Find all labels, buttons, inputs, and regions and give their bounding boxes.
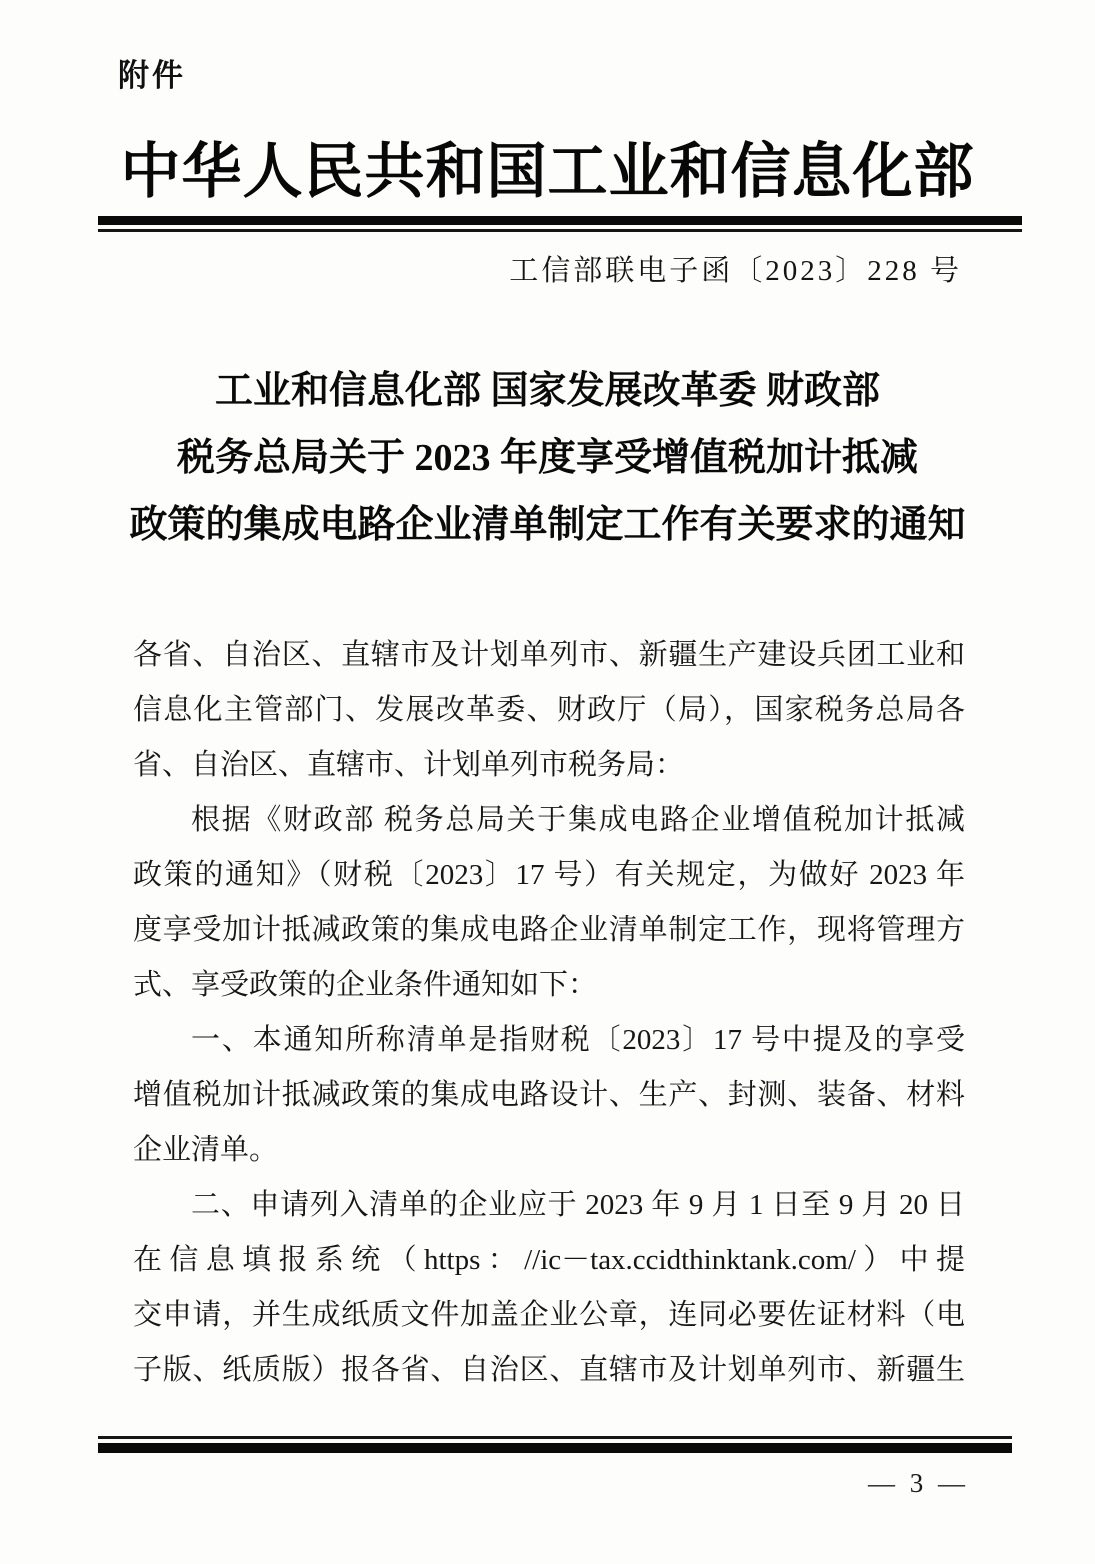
document-title-line-2: 税务总局关于 2023 年度享受增值税加计抵减 [176,437,918,479]
body-line: 各省、自治区、直辖市及计划单列市、新疆生产建设兵团工业和 [133,639,965,671]
document-title-line-3: 政策的集成电路企业清单制定工作有关要求的通知 [129,504,966,546]
body-line: 二、申请列入清单的企业应于 2023 年 9 月 1 日至 9 月 20 日 [191,1189,965,1221]
issuing-org-header: 中华人民共和国工业和信息化部 [120,139,975,205]
header-divider-rule [98,216,1022,232]
body-line: 子版、纸质版）报各省、自治区、直辖市及计划单列市、新疆生 [133,1354,965,1386]
body-line: 增值税加计抵减政策的集成电路设计、生产、封测、装备、材料 [133,1079,965,1111]
page-number: — 3 — [868,1468,969,1498]
body-line: 企业清单。 [133,1134,279,1166]
header-rule-thick-line [98,216,1022,225]
body-line: 根据《财政部 税务总局关于集成电路企业增值税加计抵减 [191,804,965,836]
document-body [133,628,965,1398]
footer-rule-thick-line [98,1443,1012,1453]
body-line: 省、自治区、直辖市、计划单列市税务局： [133,749,685,781]
body-line: 政策的通知》（财税〔2023〕17 号）有关规定，为做好 2023 年 [133,859,965,891]
body-line: 在信息填报系统（https：//ic－tax.ccidthinktank.com/）中提 [133,1244,965,1276]
body-line: 交申请，并生成纸质文件加盖企业公章，连同必要佐证材料（电 [133,1299,965,1331]
footer-divider-rule [98,1436,1012,1453]
document-reference-number: 工信部联电子函〔2023〕228 号 [509,255,962,287]
body-line: 信息化主管部门、发展改革委、财政厅（局），国家税务总局各 [133,694,965,726]
body-line: 度享受加计抵减政策的集成电路企业清单制定工作，现将管理方 [133,914,965,946]
attachment-label: 附件 [118,58,186,93]
document-title-line-1: 工业和信息化部 国家发展改革委 财政部 [214,370,880,412]
body-line: 式、享受政策的企业条件通知如下： [133,969,598,1001]
body-line: 一、本通知所称清单是指财税〔2023〕17 号中提及的享受 [191,1024,965,1056]
header-rule-thin-line [98,229,1022,232]
document-title [60,358,1035,559]
